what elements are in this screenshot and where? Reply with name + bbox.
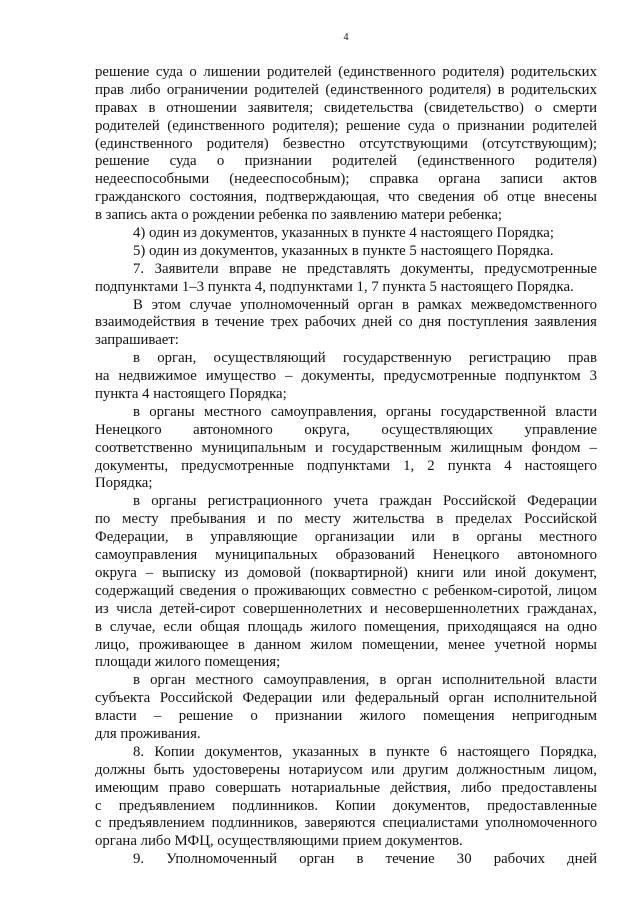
text-line: самоуправления муниципальных образований Ненецкого автономного: [95, 547, 597, 564]
page-number: 4: [343, 32, 349, 43]
text-line: решение суда о признании родителей (единственного родителя): [95, 153, 597, 170]
paragraph: [95, 672, 597, 744]
text-line: 9. Уполномоченный орган в течение 30 рабочих дней: [133, 851, 597, 868]
paragraph: [95, 851, 597, 869]
text-line: в органы регистрационного учета граждан Российской Федерации: [133, 493, 597, 510]
text-line: 4) один из документов, указанных в пункте 4 настоящего Порядка;: [133, 225, 554, 242]
paragraph: [95, 350, 597, 404]
text-line: в органы местного самоуправления, органы государственной власти: [133, 403, 597, 420]
text-line: Ненецкого автономного округа, осуществляющих управление: [95, 421, 597, 438]
text-line: из числа детей-сирот совершеннолетних и несовершеннолетних гражданах,: [95, 600, 597, 617]
document-body: [95, 64, 597, 869]
paragraph: [95, 404, 597, 493]
text-line: в запись акта о рождении ребенка по заявлению матери ребенка;: [95, 207, 503, 224]
text-line: округа – выписку из домовой (поквартирной) книги или иной документ,: [95, 564, 597, 581]
text-line: Федерации, в управляющие организации или в органы местного: [95, 529, 597, 546]
text-line: пункта 4 настоящего Порядка;: [95, 386, 287, 403]
text-line: субъекта Российской Федерации или федеральный орган исполнительной: [95, 690, 597, 707]
text-line: с предъявлением подлинников, заверяются специалистами уполномоченного: [95, 815, 597, 832]
text-line: на недвижимое имущество – документы, предусмотренные подпунктом 3: [95, 368, 597, 385]
text-line: в орган местного самоуправления, в орган исполнительной власти: [133, 672, 597, 689]
text-line: содержащий сведения о проживающих совместно с ребенком-сиротой, лицом: [95, 582, 597, 599]
text-line: гражданского состояния, подтверждающая, что сведения об отце внесены: [95, 189, 597, 206]
text-line: правах в отношении заявителя; свидетельства (свидетельство) о смерти: [95, 99, 597, 116]
text-line: В этом случае уполномоченный орган в рамках межведомственного: [133, 296, 597, 313]
text-line: соответственно муниципальным и государственным жилищным фондом –: [95, 439, 597, 456]
text-line: для проживания.: [95, 725, 201, 742]
text-line: 8. Копии документов, указанных в пункте 6 настоящего Порядка,: [133, 743, 597, 760]
text-line: решение суда о лишении родителей (единственного родителя) родительских: [95, 64, 597, 80]
text-line: прав либо ограничении родителей (единственного родителя) в родительских: [95, 81, 597, 98]
text-line: органа либо МФЦ, осуществляющими прием документов.: [95, 833, 463, 850]
text-line: подпунктами 1–3 пункта 4, подпунктами 1, 7 пункта 5 настоящего Порядка.: [95, 278, 574, 295]
text-line: взаимодействия в течение трех рабочих дней со дня поступления заявления: [95, 314, 597, 331]
paragraph: [95, 64, 597, 225]
text-line: в орган, осуществляющий государственную регистрацию прав: [133, 350, 597, 367]
text-line: с предъявлением подлинников. Копии документов, предоставленные: [95, 797, 597, 814]
paragraph: [95, 225, 597, 243]
text-line: лицо, проживающее в данном жилом помещении, менее учетной нормы: [95, 636, 597, 653]
text-line: документы, предусмотренные подпунктами 1, 2 пункта 4 настоящего: [95, 457, 597, 474]
paragraph: [95, 493, 597, 672]
text-line: по месту пребывания и по месту жительства в пределах Российской: [95, 511, 597, 528]
paragraph: [95, 744, 597, 851]
paragraph: [95, 261, 597, 297]
text-line: родителей (единственного родителя); решение суда о признании родителей: [95, 117, 597, 134]
paragraph: [95, 243, 597, 261]
text-line: Порядка;: [95, 475, 153, 492]
text-line: в случае, если общая площадь жилого помещения, приходящаяся на одно: [95, 618, 597, 635]
text-line: запрашивает:: [95, 332, 179, 349]
text-line: должны быть удостоверены нотариусом или другим должностным лицом,: [95, 761, 597, 778]
text-line: площади жилого помещения;: [95, 654, 281, 671]
text-line: власти – решение о признании жилого помещения непригодным: [95, 708, 597, 725]
text-line: имеющим право совершать нотариальные действия, либо предоставлены: [95, 779, 597, 796]
text-line: (единственного родителя) безвестно отсутствующими (отсутствующим);: [95, 135, 597, 152]
paragraph: [95, 297, 597, 351]
text-line: недееспособными (недееспособным); справка органа записи актов: [95, 171, 597, 188]
text-line: 5) один из документов, указанных в пункте 5 настоящего Порядка.: [133, 242, 554, 259]
text-line: 7. Заявители вправе не представлять документы, предусмотренные: [133, 260, 597, 277]
